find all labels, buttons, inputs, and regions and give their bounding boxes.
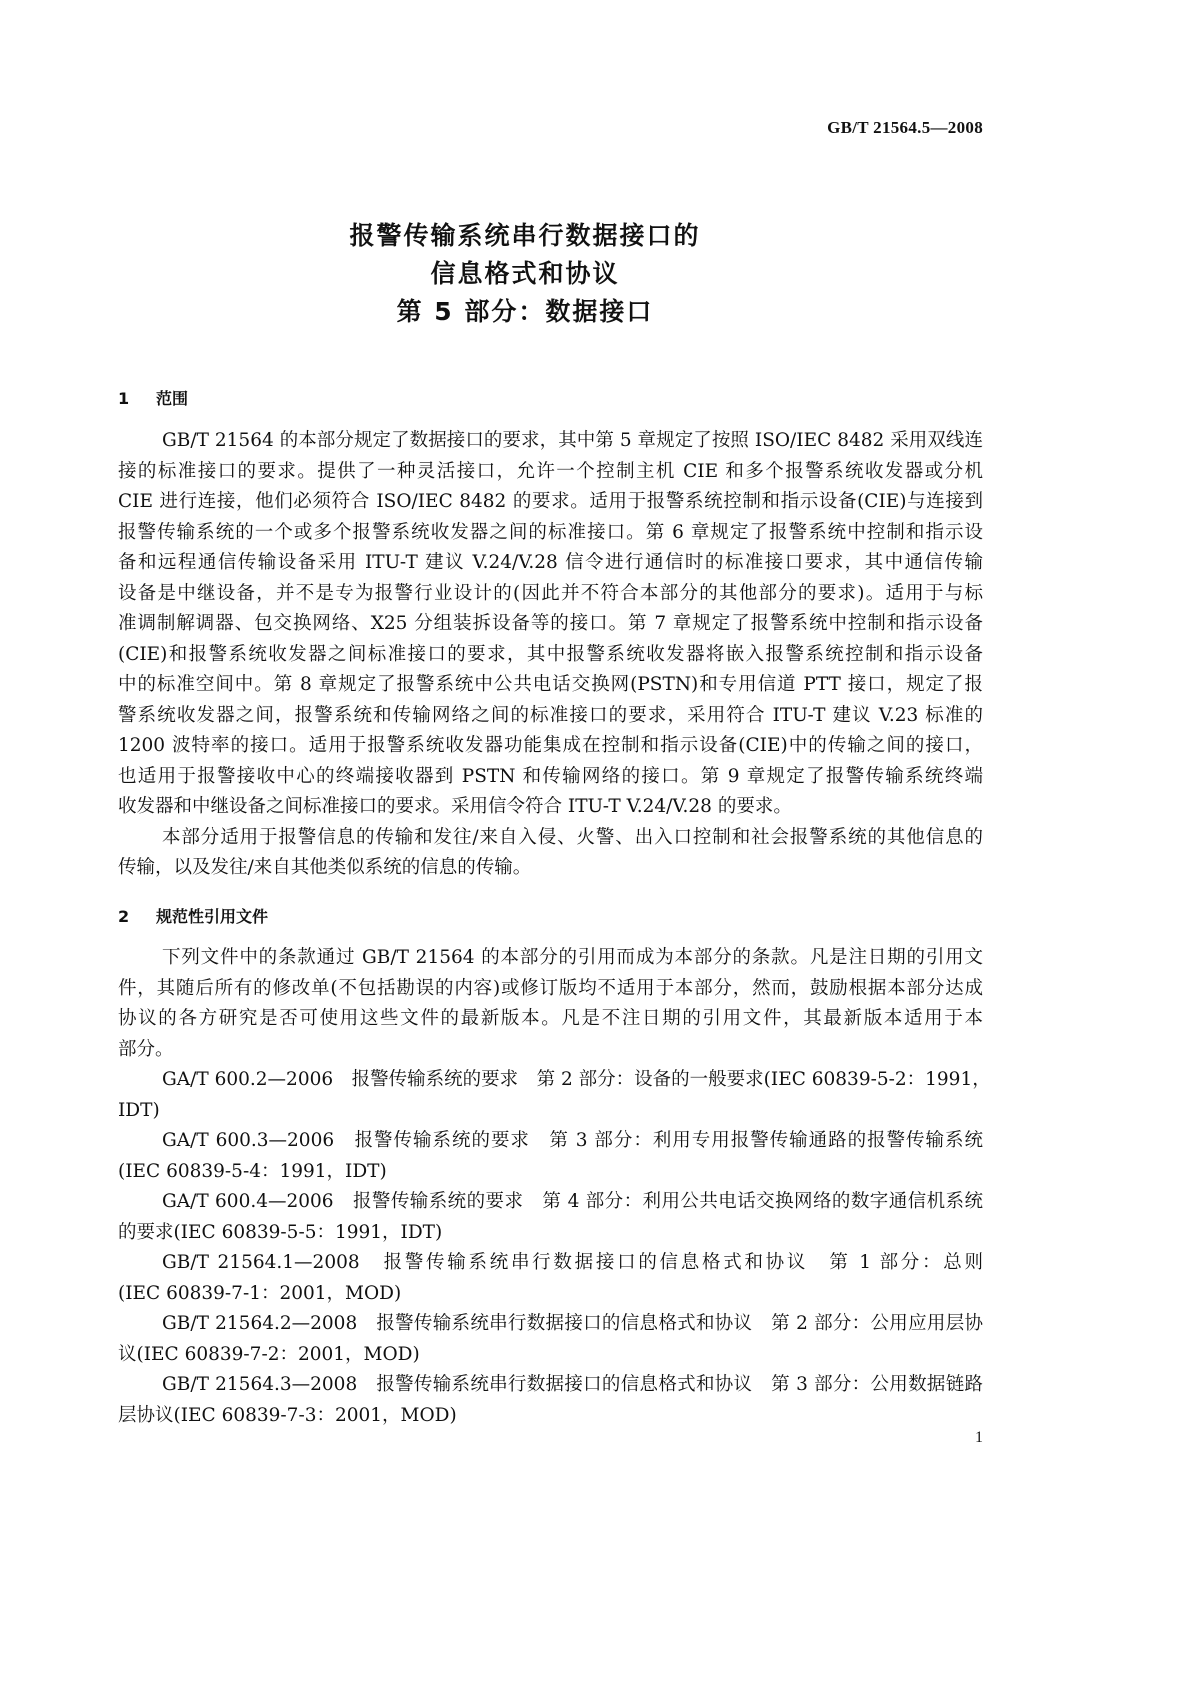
- text-line: 层协议(IEC 60839-7-3：2001，MOD): [118, 1404, 457, 1426]
- section-number: 1: [118, 389, 130, 408]
- section-1-heading: [118, 386, 188, 409]
- text-line: GB/T 21564.2—2008 报警传输系统串行数据接口的信息格式和协议 第 2 部分：公用应用层协: [162, 1313, 983, 1334]
- section-1-body: [118, 426, 983, 884]
- reference-entry: [118, 1126, 983, 1187]
- document-title-line-3: 第 5 部分：数据接口: [396, 297, 654, 326]
- page-number: 1: [975, 1429, 983, 1446]
- text-line: 中的标准空间中。第 8 章规定了报警系统中公共电话交换网(PSTN)和专用信道 PTT 接口，规定了报: [118, 674, 983, 695]
- paragraph: [118, 823, 983, 884]
- text-line: (IEC 60839-7-1：2001，MOD): [118, 1282, 402, 1304]
- text-line: IDT): [118, 1099, 160, 1121]
- text-line: 部分。: [118, 1038, 174, 1060]
- section-2-heading: [118, 904, 268, 927]
- text-line: (CIE)和报警系统收发器之间标准接口的要求，其中报警系统收发器将嵌入报警系统控制和指示设备: [118, 643, 983, 665]
- text-line: 下列文件中的条款通过 GB/T 21564 的本部分的引用而成为本部分的条款。凡是注日期的引用文: [162, 947, 983, 968]
- text-line: GA/T 600.2—2006 报警传输系统的要求 第 2 部分：设备的一般要求(IEC 60839-5-2：1991，: [162, 1069, 991, 1090]
- document-title-line-1: 报警传输系统串行数据接口的: [349, 221, 701, 250]
- text-line: 协议的各方研究是否可使用这些文件的最新版本。凡是不注日期的引用文件，其最新版本适用于本: [118, 1008, 983, 1029]
- text-line: 件，其随后所有的修改单(不包括勘误的内容)或修订版均不适用于本部分，然而，鼓励根据本部分达成: [118, 977, 983, 999]
- document-title-line-2: 信息格式和协议: [430, 259, 620, 288]
- text-line: 本部分适用于报警信息的传输和发往/来自入侵、火警、出入口控制和社会报警系统的其他信息的: [162, 826, 983, 848]
- text-line: 1200 波特率的接口。适用于报警系统收发器功能集成在控制和指示设备(CIE)中的传输之间的接口，: [118, 735, 983, 756]
- reference-entry: [118, 1187, 983, 1248]
- text-line: 准调制解调器、包交换网络、X25 分组装拆设备等的接口。第 7 章规定了报警系统中控制和指示设备: [118, 613, 983, 634]
- standard-number: GB/T 21564.5—2008: [827, 118, 983, 137]
- text-line: 设备是中继设备，并不是专为报警行业设计的(因此并不符合本部分的其他部分的要求)。适用于与标: [118, 582, 983, 604]
- section-title: 范围: [156, 389, 189, 408]
- text-line: 报警传输系统的一个或多个报警系统收发器之间的标准接口。第 6 章规定了报警系统中控制和指示设: [118, 521, 983, 543]
- reference-entry: [118, 1370, 983, 1431]
- text-line: 的要求(IEC 60839-5-5：1991，IDT): [118, 1221, 443, 1243]
- text-line: 议(IEC 60839-7-2：2001，MOD): [118, 1343, 420, 1365]
- text-line: GA/T 600.4—2006 报警传输系统的要求 第 4 部分：利用公共电话交换网络的数字通信机系统: [162, 1191, 983, 1212]
- text-line: 备和远程通信传输设备采用 ITU-T 建议 V.24/V.28 信令进行通信时的标准接口要求，其中通信传输: [118, 552, 983, 573]
- text-line: CIE 进行连接，他们必须符合 ISO/IEC 8482 的要求。适用于报警系统控制和指示设备(CIE)与连接到: [118, 491, 983, 512]
- text-line: 警系统收发器之间，报警系统和传输网络之间的标准接口的要求，采用符合 ITU-T 建议 V.23 标准的: [118, 704, 983, 726]
- text-line: 传输，以及发往/来自其他类似系统的信息的传输。: [118, 857, 532, 878]
- section-2-body: [118, 943, 991, 1431]
- text-line: GB/T 21564.3—2008 报警传输系统串行数据接口的信息格式和协议 第 3 部分：公用数据链路: [162, 1374, 983, 1395]
- reference-entry: [118, 1248, 983, 1309]
- paragraph: [118, 943, 983, 1065]
- text-line: 接的标准接口的要求。提供了一种灵活接口，允许一个控制主机 CIE 和多个报警系统收发器或分机: [118, 460, 983, 482]
- reference-entry: [118, 1309, 983, 1370]
- text-line: GB/T 21564.1—2008 报警传输系统串行数据接口的信息格式和协议 第 1 部分：总则: [162, 1252, 983, 1273]
- paragraph: [118, 426, 983, 823]
- section-number: 2: [118, 907, 130, 926]
- text-line: 收发器和中继设备之间标准接口的要求。采用信令符合 ITU-T V.24/V.28 的要求。: [118, 796, 792, 817]
- text-line: GA/T 600.3—2006 报警传输系统的要求 第 3 部分：利用专用报警传输通路的报警传输系统: [162, 1130, 983, 1151]
- text-line: GB/T 21564 的本部分规定了数据接口的要求，其中第 5 章规定了按照 ISO/IEC 8482 采用双线连: [162, 430, 983, 451]
- text-line: (IEC 60839-5-4：1991，IDT): [118, 1160, 387, 1182]
- reference-entry: [118, 1065, 991, 1126]
- section-title: 规范性引用文件: [156, 907, 269, 926]
- text-line: 也适用于报警接收中心的终端接收器到 PSTN 和传输网络的接口。第 9 章规定了报警传输系统终端: [118, 765, 983, 787]
